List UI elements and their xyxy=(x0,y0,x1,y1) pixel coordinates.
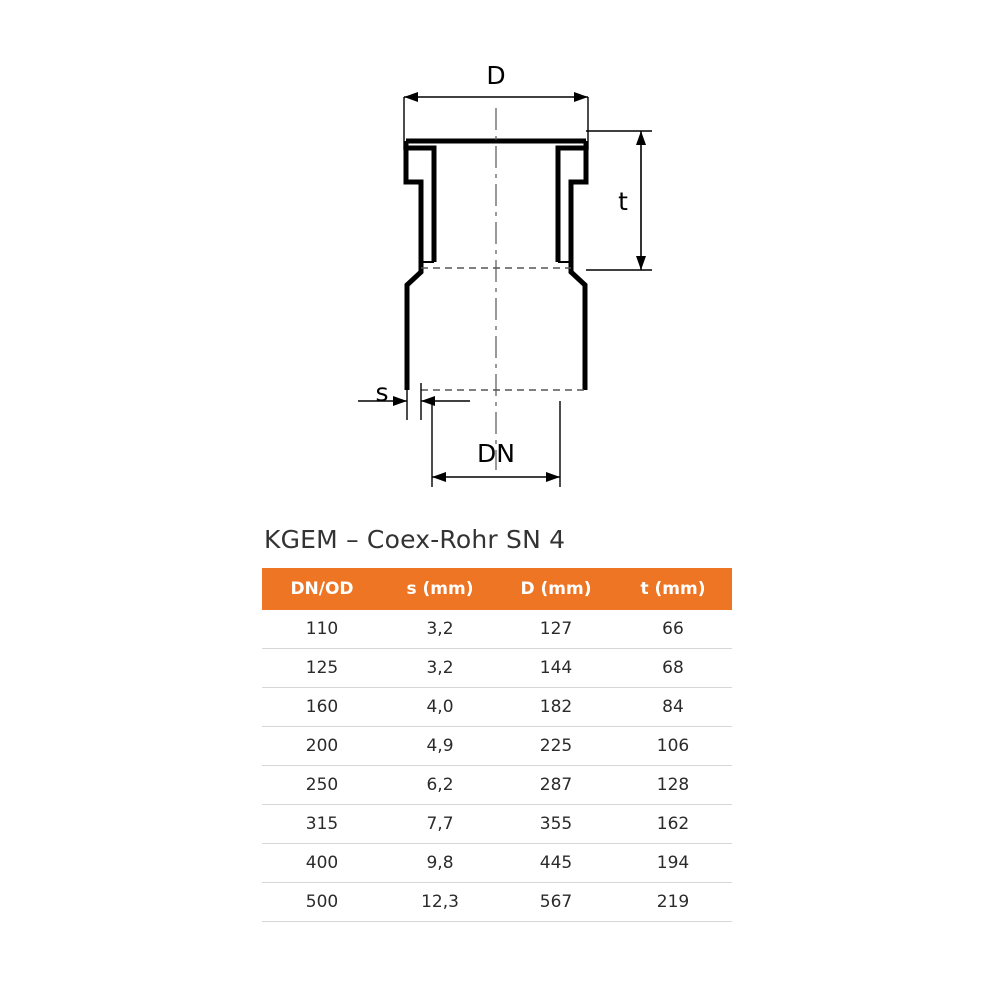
cell-s: 3,2 xyxy=(382,610,498,649)
spec-table xyxy=(262,568,732,922)
cell-dn-od: 110 xyxy=(262,610,382,649)
cell-t: 162 xyxy=(614,805,732,844)
column-header-dn-od: DN/OD xyxy=(262,568,382,610)
cell-d: 355 xyxy=(498,805,614,844)
cell-d: 182 xyxy=(498,688,614,727)
table-header-row xyxy=(262,568,732,610)
cell-t: 194 xyxy=(614,844,732,883)
cell-dn-od: 500 xyxy=(262,883,382,922)
cell-d: 287 xyxy=(498,766,614,805)
cell-dn-od: 160 xyxy=(262,688,382,727)
table-row xyxy=(262,766,732,805)
table-row xyxy=(262,844,732,883)
cell-s: 4,9 xyxy=(382,727,498,766)
column-header-s: s (mm) xyxy=(382,568,498,610)
cell-dn-od: 125 xyxy=(262,649,382,688)
table-row xyxy=(262,727,732,766)
cell-t: 128 xyxy=(614,766,732,805)
cell-d: 127 xyxy=(498,610,614,649)
cell-s: 4,0 xyxy=(382,688,498,727)
label-DN: DN xyxy=(477,439,515,468)
table-row xyxy=(262,688,732,727)
label-D: D xyxy=(486,61,506,90)
label-t: t xyxy=(618,187,628,216)
cell-s: 6,2 xyxy=(382,766,498,805)
table-row xyxy=(262,610,732,649)
cell-s: 12,3 xyxy=(382,883,498,922)
cell-dn-od: 250 xyxy=(262,766,382,805)
cell-d: 445 xyxy=(498,844,614,883)
table-row xyxy=(262,805,732,844)
cell-t: 106 xyxy=(614,727,732,766)
cell-s: 9,8 xyxy=(382,844,498,883)
column-header-t: t (mm) xyxy=(614,568,732,610)
cell-dn-od: 200 xyxy=(262,727,382,766)
table-row xyxy=(262,649,732,688)
table-title: KGEM – Coex-Rohr SN 4 xyxy=(264,525,566,554)
cell-s: 7,7 xyxy=(382,805,498,844)
spec-table-area xyxy=(262,525,732,922)
cell-d: 144 xyxy=(498,649,614,688)
cell-dn-od: 400 xyxy=(262,844,382,883)
cell-t: 66 xyxy=(614,610,732,649)
table-row xyxy=(262,883,732,922)
cell-t: 68 xyxy=(614,649,732,688)
label-s: s xyxy=(375,378,389,407)
cell-d: 225 xyxy=(498,727,614,766)
cell-t: 84 xyxy=(614,688,732,727)
cell-t: 219 xyxy=(614,883,732,922)
table-body xyxy=(262,610,732,922)
cell-s: 3,2 xyxy=(382,649,498,688)
column-header-d: D (mm) xyxy=(498,568,614,610)
cell-dn-od: 315 xyxy=(262,805,382,844)
pipe-dashed-lines xyxy=(421,268,585,390)
cell-d: 567 xyxy=(498,883,614,922)
